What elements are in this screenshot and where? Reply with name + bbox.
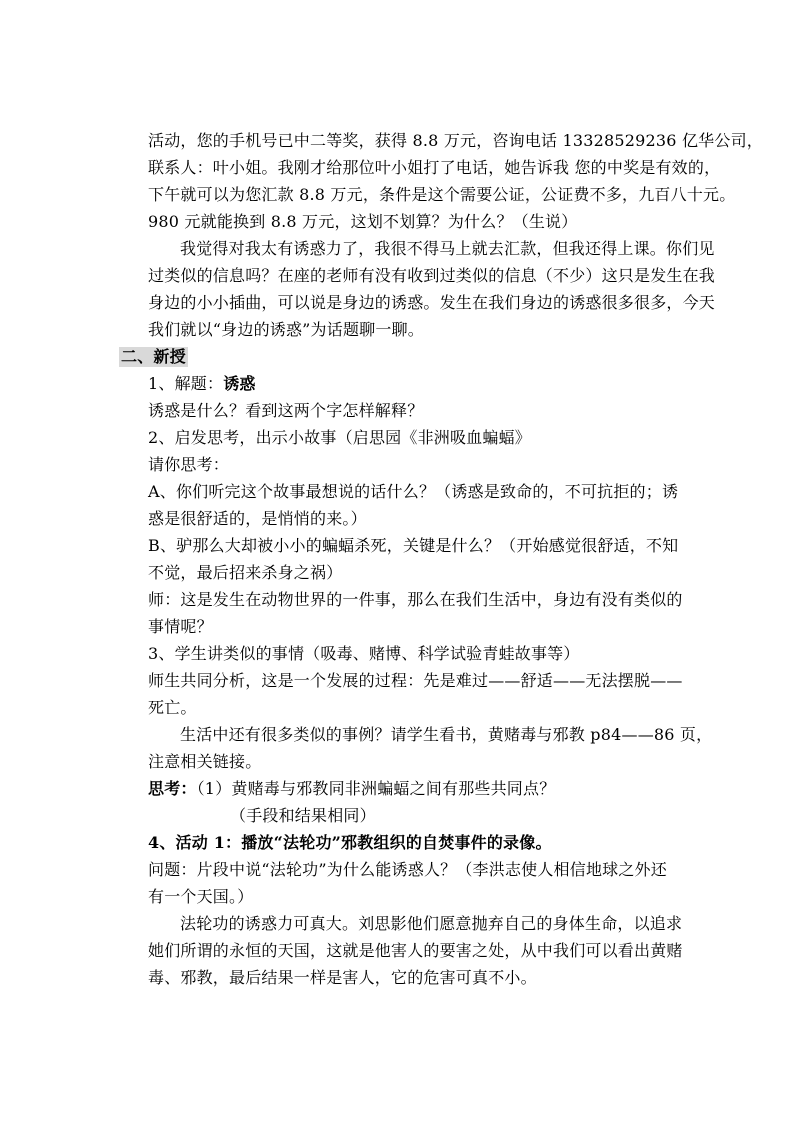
paragraph-line: 过类似的信息吗？在座的老师有没有收到过类似的信息（不少）这只是发生在我 <box>148 266 716 285</box>
paragraph-line: 毒、邪教，最后结果一样是害人，它的危害可真不小。 <box>148 968 537 987</box>
paragraph-line: 死亡。 <box>148 698 197 717</box>
paragraph-line: 法轮功的诱惑力可真大。刘思影他们愿意抛弃自己的身体生命，以追求 <box>180 914 683 933</box>
item-prefix: 1、解题： <box>148 374 224 393</box>
paragraph-line: 活动，您的手机号已中二等奖，获得 8.8 万元，咨询电话 13328529236 亿华公司， <box>148 131 763 150</box>
paragraph-line: 我觉得对我太有诱惑力了，我很不得马上就去汇款，但我还得上课。你们见 <box>180 239 715 258</box>
think-question: （1）黄赌毒与邪教同非洲蝙蝠之间有那些共同点？ <box>196 779 556 798</box>
think-label: 思考： <box>148 779 197 798</box>
activity-heading: 4、活动 1：播放“法轮功”邪教组织的自焚事件的录像。 <box>148 833 552 852</box>
paragraph-line <box>148 374 678 394</box>
paragraph-line: 请你思考： <box>148 455 230 474</box>
paragraph-line: 注意相关链接。 <box>148 752 262 771</box>
paragraph-line: 生活中还有很多类似的事例？请学生看书，黄赌毒与邪教 p84——86 页， <box>180 725 713 744</box>
paragraph-line: 师生共同分析，这是一个发展的过程：先是难过——舒适——无法摆脱—— <box>148 671 683 690</box>
paragraph-line: A、你们听完这个故事最想说的话什么？（诱惑是致命的，不可抗拒的；诱 <box>148 482 679 501</box>
paragraph-line: （手段和结果相同） <box>230 806 376 825</box>
paragraph-line: 身边的小小插曲，可以说是身边的诱惑。发生在我们身边的诱惑很多很多，今天 <box>148 293 716 312</box>
paragraph-line: 980 元就能换到 8.8 万元，这划不划算？为什么？（生说） <box>148 212 578 231</box>
paragraph-line: 诱惑是什么？看到这两个字怎样解释？ <box>148 401 424 420</box>
paragraph-line <box>148 779 678 799</box>
paragraph-line: 有一个天国。） <box>148 887 254 906</box>
paragraph-line: 事情呢？ <box>148 617 213 636</box>
paragraph-line: 惑是很舒适的，是悄悄的来。） <box>148 509 367 528</box>
paragraph-line: 我们就以“身边的诱惑”为话题聊一聊。 <box>148 320 424 339</box>
item-title: 诱惑 <box>223 374 256 393</box>
paragraph-line: 下午就可以为您汇款 8.8 万元，条件是这个需要公证，公证费不多，九百八十元。 <box>148 185 736 204</box>
paragraph-line: 不觉，最后招来杀身之祸） <box>148 563 343 582</box>
paragraph-line: 问题：片段中说“法轮功”为什么能诱惑人？（李洪志使人相信地球之外还 <box>148 860 667 879</box>
paragraph-line: 联系人：叶小姐。我刚才给那位叶小姐打了电话，她告诉我 您的中奖是有效的， <box>148 158 721 177</box>
section-heading: 二、新授 <box>121 347 186 366</box>
paragraph-line: 3、学生讲类似的事情（吸毒、赌博、科学试验青蛙故事等） <box>148 644 580 663</box>
paragraph-line: 2、启发思考，出示小故事（启思园《非洲吸血蝙蝠》 <box>148 428 531 447</box>
paragraph-line: B、驴那么大却被小小的蝙蝠杀死，关键是什么？（开始感觉很舒适，不知 <box>148 536 679 555</box>
paragraph-line: 她们所谓的永恒的天国，这就是他害人的要害之处，从中我们可以看出黄赌 <box>148 941 683 960</box>
paragraph-line: 师：这是发生在动物世界的一件事，那么在我们生活中，身边有没有类似的 <box>148 590 683 609</box>
